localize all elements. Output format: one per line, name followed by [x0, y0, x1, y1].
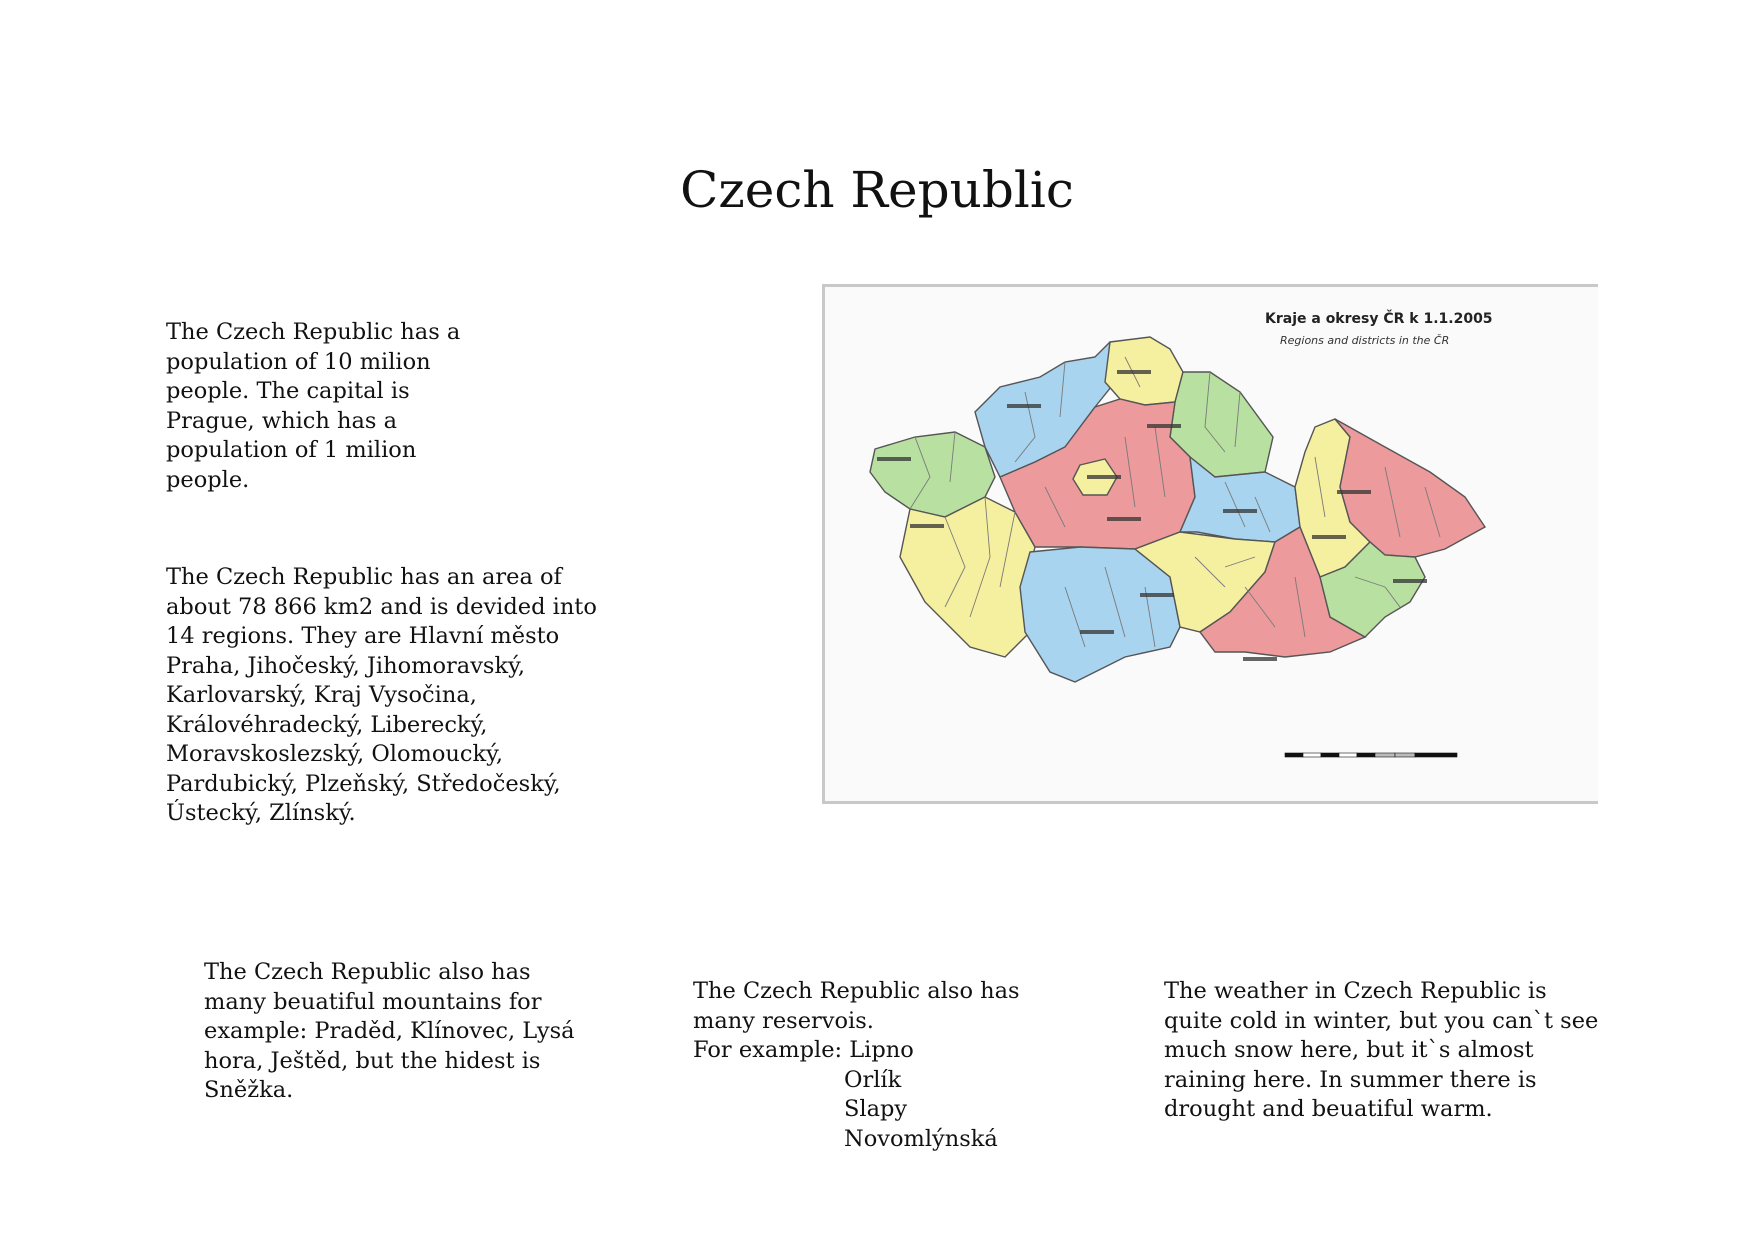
map-region-label: [1107, 517, 1141, 521]
map-region-label: [1007, 404, 1041, 408]
map-region-label: [910, 524, 944, 528]
map-region-label: [1393, 579, 1427, 583]
reservoir-item: Slapy: [844, 1096, 908, 1122]
map-region-label: [877, 457, 911, 461]
reservoir-item: Novomlýnská: [844, 1125, 998, 1152]
map-scale-segment: [1321, 753, 1339, 757]
map-region-label: [1080, 630, 1114, 634]
map-scale-segment: [1303, 753, 1321, 757]
map-region-label: [1337, 490, 1371, 494]
map-scale-segment: [1395, 753, 1415, 757]
map-scale-bar: [1285, 753, 1457, 757]
map-region-label: [1243, 657, 1277, 661]
reservoirs-intro-line1: The Czech Republic also has: [693, 978, 1020, 1004]
page-title: Czech Republic: [680, 161, 1074, 219]
reservoirs-intro-line2: many reservois.: [693, 1007, 874, 1034]
map-scale-segment: [1415, 753, 1457, 757]
map-region-label: [1312, 535, 1346, 539]
map-region-label: [1140, 593, 1174, 597]
map-region-label: [1087, 475, 1121, 479]
regions-map-graphic: [825, 287, 1601, 807]
area-regions-paragraph: The Czech Republic has an area of about 78 866 km2 and is devided into 14 regions. They are Hlavní město Praha, Jihočeský, Jihomoravský, Karlovarský, Kraj Vysočina, Královéhradecký, Liberecký, Moravskoslezský, Olomoucký, Pardubický, Plzeňský, Středočeský, Ústecký, Zlínský.: [166, 564, 605, 826]
population-paragraph: The Czech Republic has a population of 10 milion people. The capital is Prague, which has a population of 1 milion people.: [166, 319, 468, 493]
reservoirs-paragraph: [693, 977, 1063, 1154]
map-region-jihocesky: [1020, 547, 1180, 682]
map-region-label: [1223, 509, 1257, 513]
map-scale-segment: [1285, 753, 1303, 757]
map-scale-segment: [1339, 753, 1357, 757]
reservoir-item: Orlík: [844, 1066, 902, 1093]
weather-paragraph: The weather in Czech Republic is quite cold in winter, but you can`t see much snow here, but it`s almost raining here. In summer there is drought and beuatiful warm.: [1164, 978, 1606, 1122]
map-title: Kraje a okresy ČR k 1.1.2005: [1265, 311, 1493, 327]
map-region-label: [1147, 424, 1181, 428]
map-scale-segment: [1357, 753, 1375, 757]
regions-map-image: [822, 284, 1598, 804]
map-scale-segment: [1375, 753, 1395, 757]
reservoirs-intro-line3: For example: Lipno: [693, 1037, 914, 1063]
map-subtitle: Regions and districts in the ČR: [1280, 334, 1450, 347]
map-region-label: [1117, 370, 1151, 374]
mountains-paragraph: The Czech Republic also has many beuatiful mountains for example: Praděd, Klínovec, Lysá hora, Ještěd, but the hidest is Sněžka.: [204, 959, 582, 1103]
map-region-plzensky: [900, 497, 1035, 657]
